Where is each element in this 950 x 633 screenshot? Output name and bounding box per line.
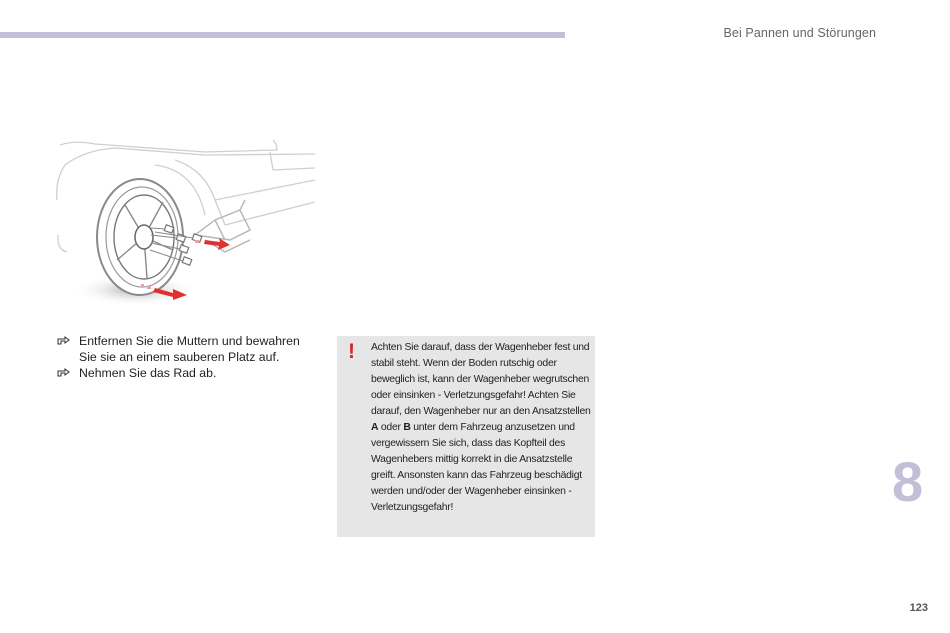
pointing-hand-icon [57, 366, 71, 380]
instruction-list [57, 333, 317, 381]
pointing-hand-icon [57, 334, 71, 348]
warning-text-part1: Achten Sie darauf, dass der Wagenheber fest und stabil steht. Wenn der Boden rutschig oder beweglich ist, kann der Wagenheber wegrutschen oder einsinken - Verletzungsgefahr! Achten Sie darauf, den Wagenheber nur an den Ansatzstellen [371, 342, 591, 417]
exclamation-icon: ! [348, 340, 355, 363]
wheel-removal-illustration [55, 140, 317, 310]
warning-text-oder: oder [378, 422, 404, 433]
chapter-number: 8 [892, 450, 924, 513]
list-item [57, 365, 317, 381]
section-title: Bei Pannen und Störungen [723, 26, 876, 40]
warning-text-part2: unter dem Fahrzeug anzusetzen und vergewissern Sie sich, dass das Kopfteil des Wagenhebers mittig korrekt in die Ansatzstelle greift. Ansonsten kann das Fahrzeug beschädigt werden und/oder der Wagenheber einsinken - Verletzungsgefahr! [371, 422, 582, 513]
instruction-text: Nehmen Sie das Rad ab. [79, 366, 217, 380]
anchor-point-b-label: B [403, 422, 411, 433]
instruction-text: Entfernen Sie die Muttern und bewahren Sie sie an einem sauberen Platz auf. [79, 334, 300, 364]
warning-box [337, 336, 595, 537]
list-item [57, 333, 317, 365]
anchor-point-a-label: A [371, 422, 379, 433]
page-number: 123 [909, 602, 928, 614]
warning-text [371, 340, 593, 516]
header-accent-bar [0, 32, 565, 38]
